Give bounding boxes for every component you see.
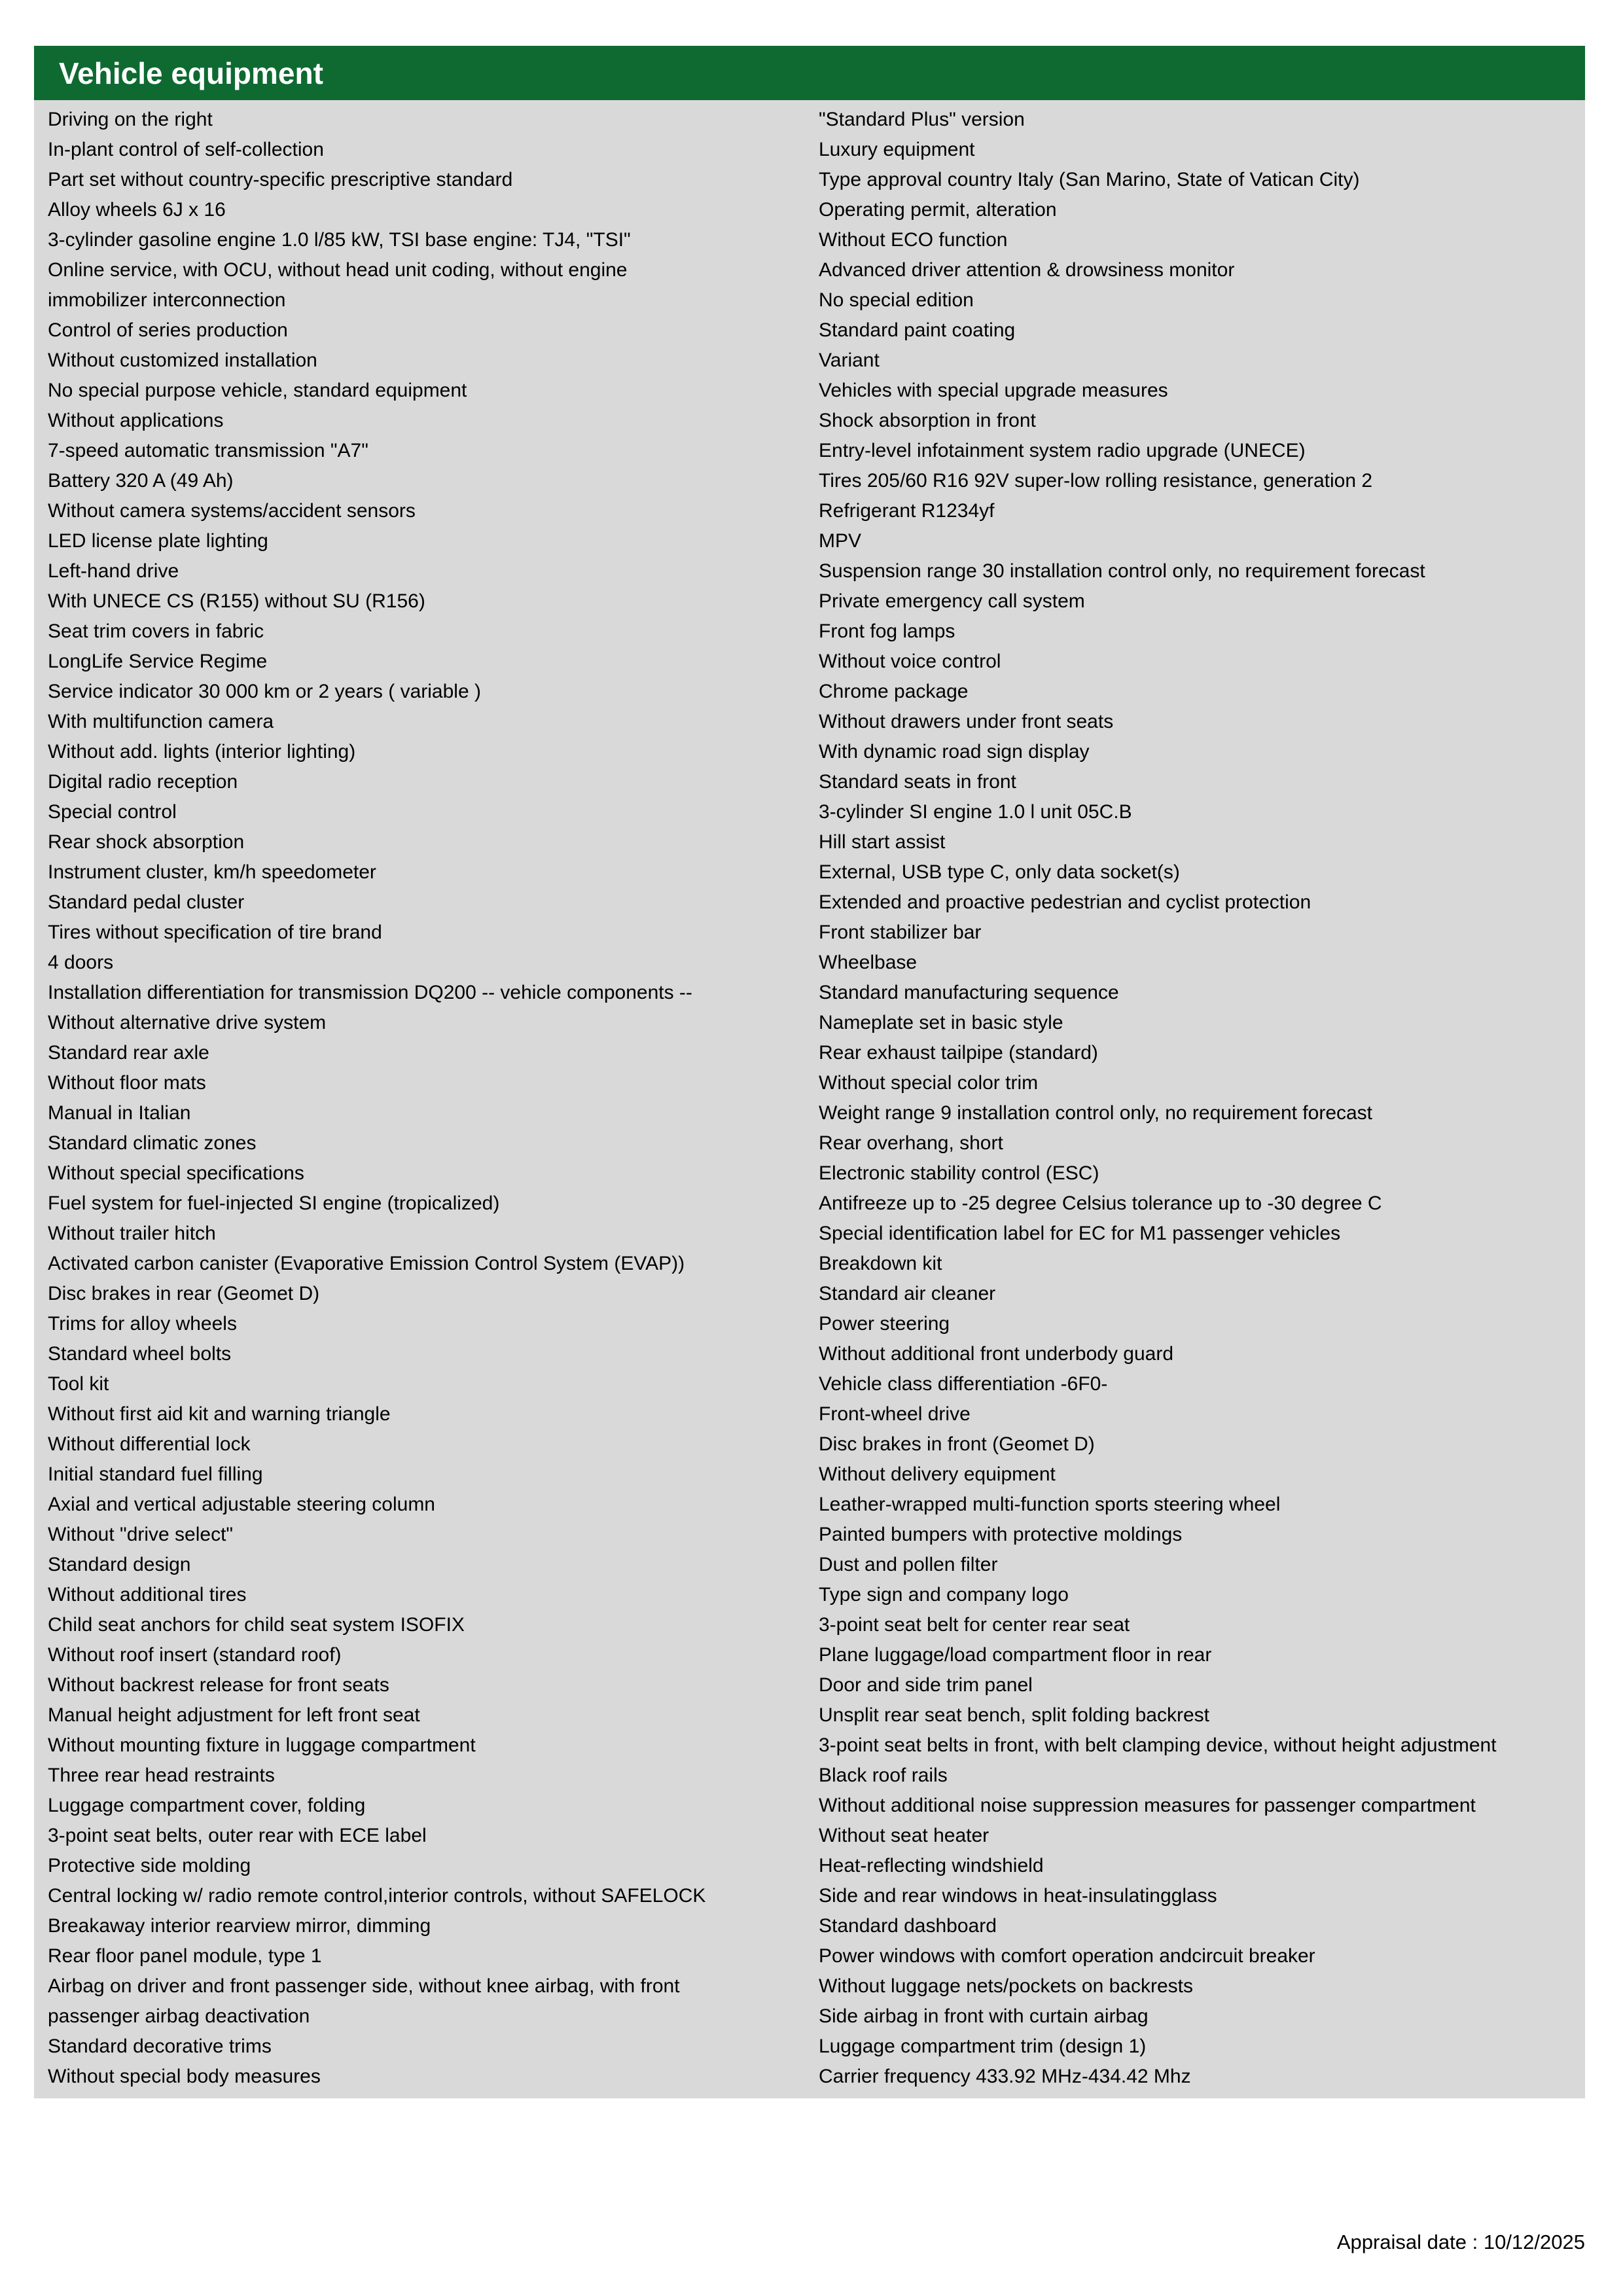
equipment-line: 3-point seat belts in front, with belt clamping device, without height adjustment [819, 1734, 1497, 1756]
equipment-line: Standard rear axle [48, 1042, 209, 1064]
equipment-line: Control of series production [48, 319, 288, 341]
equipment-line: Protective side molding [48, 1855, 251, 1876]
equipment-line: Without special color trim [819, 1072, 1039, 1094]
equipment-line: Standard decorative trims [48, 2036, 272, 2057]
equipment-line: Without luggage nets/pockets on backrests [819, 1975, 1193, 1997]
equipment-line: Front-wheel drive [819, 1403, 971, 1425]
equipment-line: Without differential lock [48, 1433, 251, 1455]
equipment-line: Fuel system for fuel-injected SI engine (tropicalized) [48, 1193, 500, 1214]
equipment-line: Electronic stability control (ESC) [819, 1162, 1099, 1184]
equipment-line: Seat trim covers in fabric [48, 620, 264, 642]
equipment-line: Variant [819, 350, 880, 371]
equipment-line: Axial and vertical adjustable steering column [48, 1494, 435, 1515]
equipment-line: Entry-level infotainment system radio upgrade (UNECE) [819, 440, 1306, 461]
equipment-line: Alloy wheels 6J x 16 [48, 199, 226, 221]
equipment-line: Standard pedal cluster [48, 891, 245, 913]
equipment-line: Advanced driver attention & drowsiness monitor [819, 259, 1235, 281]
equipment-line: No special purpose vehicle, standard equipment [48, 380, 467, 401]
equipment-line: Antifreeze up to -25 degree Celsius tolerance up to -30 degree C [819, 1193, 1382, 1214]
equipment-line: 4 doors [48, 952, 114, 973]
equipment-line: Side airbag in front with curtain airbag [819, 2005, 1149, 2027]
equipment-line: immobilizer interconnection [48, 289, 286, 311]
equipment-line: With multifunction camera [48, 711, 274, 732]
equipment-line: Activated carbon canister (Evaporative Emission Control System (EVAP)) [48, 1253, 685, 1274]
equipment-line: Without voice control [819, 651, 1001, 672]
equipment-line: Without ECO function [819, 229, 1008, 251]
equipment-line: Hill start assist [819, 831, 946, 853]
equipment-line: Standard climatic zones [48, 1132, 257, 1154]
equipment-line: Suspension range 30 installation control only, no requirement forecast [819, 560, 1425, 582]
equipment-line: Door and side trim panel [819, 1674, 1033, 1696]
equipment-line: Central locking w/ radio remote control,interior controls, without SAFELOCK [48, 1885, 706, 1907]
equipment-line: 3-cylinder gasoline engine 1.0 l/85 kW, TSI base engine: TJ4, "TSI" [48, 229, 631, 251]
equipment-line: Front fog lamps [819, 620, 955, 642]
equipment-line: Special identification label for EC for M1 passenger vehicles [819, 1223, 1341, 1244]
equipment-line: Side and rear windows in heat-insulatingglass [819, 1885, 1217, 1907]
equipment-line: Weight range 9 installation control only, no requirement forecast [819, 1102, 1373, 1124]
equipment-line: Operating permit, alteration [819, 199, 1057, 221]
equipment-line: Breakaway interior rearview mirror, dimming [48, 1915, 431, 1937]
equipment-line: MPV [819, 530, 862, 552]
equipment-line: Chrome package [819, 681, 969, 702]
equipment-line: Without additional front underbody guard [819, 1343, 1174, 1365]
equipment-line: "Standard Plus" version [819, 109, 1025, 130]
equipment-line: Wheelbase [819, 952, 918, 973]
equipment-line: With dynamic road sign display [819, 741, 1090, 762]
equipment-line: Manual in Italian [48, 1102, 191, 1124]
equipment-line: Vehicle class differentiation -6F0- [819, 1373, 1108, 1395]
equipment-line: Rear floor panel module, type 1 [48, 1945, 322, 1967]
equipment-line: Without first aid kit and warning triangle [48, 1403, 391, 1425]
equipment-line: Without additional noise suppression measures for passenger compartment [819, 1795, 1476, 1816]
equipment-line: Nameplate set in basic style [819, 1012, 1063, 1033]
equipment-line: Battery 320 A (49 Ah) [48, 470, 234, 492]
equipment-list-panel [34, 100, 1585, 2098]
equipment-line: Shock absorption in front [819, 410, 1036, 431]
equipment-line: Private emergency call system [819, 590, 1085, 612]
equipment-line: Instrument cluster, km/h speedometer [48, 861, 376, 883]
equipment-line: Three rear head restraints [48, 1765, 275, 1786]
vehicle-equipment-section [34, 46, 1585, 2098]
equipment-line: Without additional tires [48, 1584, 247, 1605]
equipment-line: Carrier frequency 433.92 MHz-434.42 Mhz [819, 2066, 1191, 2087]
equipment-line: Disc brakes in front (Geomet D) [819, 1433, 1095, 1455]
equipment-line: With UNECE CS (R155) without SU (R156) [48, 590, 425, 612]
equipment-line: Without "drive select" [48, 1524, 234, 1545]
equipment-line: 3-point seat belt for center rear seat [819, 1614, 1130, 1636]
equipment-line: Without alternative drive system [48, 1012, 327, 1033]
equipment-line: Standard seats in front [819, 771, 1016, 793]
equipment-line: No special edition [819, 289, 974, 311]
equipment-line: Without customized installation [48, 350, 317, 371]
equipment-line: Without floor mats [48, 1072, 206, 1094]
equipment-line: Power steering [819, 1313, 950, 1335]
equipment-column-right [819, 105, 1585, 2092]
equipment-line: 7-speed automatic transmission "A7" [48, 440, 368, 461]
equipment-line: Installation differentiation for transmission DQ200 -- vehicle components -- [48, 982, 692, 1003]
equipment-line: Tires without specification of tire brand [48, 922, 382, 943]
equipment-line: Driving on the right [48, 109, 213, 130]
equipment-line: External, USB type C, only data socket(s) [819, 861, 1180, 883]
section-title: Vehicle equipment [59, 56, 323, 90]
equipment-line: 3-cylinder SI engine 1.0 l unit 05C.B [819, 801, 1132, 823]
equipment-line: Type sign and company logo [819, 1584, 1069, 1605]
equipment-line: Tool kit [48, 1373, 109, 1395]
equipment-line: LongLife Service Regime [48, 651, 268, 672]
equipment-line: Trims for alloy wheels [48, 1313, 237, 1335]
equipment-line: Extended and proactive pedestrian and cyclist protection [819, 891, 1311, 913]
equipment-line: Breakdown kit [819, 1253, 942, 1274]
equipment-line: Service indicator 30 000 km or 2 years ( variable ) [48, 681, 481, 702]
equipment-line: Without seat heater [819, 1825, 990, 1846]
equipment-line: Tires 205/60 R16 92V super-low rolling resistance, generation 2 [819, 470, 1373, 492]
equipment-line: Without drawers under front seats [819, 711, 1114, 732]
equipment-line: Plane luggage/load compartment floor in rear [819, 1644, 1212, 1666]
equipment-line: Painted bumpers with protective moldings [819, 1524, 1183, 1545]
equipment-line: Standard paint coating [819, 319, 1016, 341]
equipment-line: Without add. lights (interior lighting) [48, 741, 356, 762]
equipment-line: Refrigerant R1234yf [819, 500, 995, 522]
equipment-column-left [34, 105, 819, 2092]
equipment-line: Without delivery equipment [819, 1463, 1056, 1485]
equipment-line: Manual height adjustment for left front seat [48, 1704, 420, 1726]
equipment-line: Luggage compartment trim (design 1) [819, 2036, 1147, 2057]
equipment-line: Rear shock absorption [48, 831, 245, 853]
equipment-line: Without roof insert (standard roof) [48, 1644, 342, 1666]
equipment-line: In-plant control of self-collection [48, 139, 324, 160]
appraisal-date: Appraisal date : 10/12/2025 [1336, 2231, 1585, 2253]
equipment-line: 3-point seat belts, outer rear with ECE label [48, 1825, 427, 1846]
section-header-bar [34, 46, 1585, 100]
equipment-line: Without special specifications [48, 1162, 304, 1184]
equipment-line: Special control [48, 801, 177, 823]
equipment-line: Heat-reflecting windshield [819, 1855, 1044, 1876]
equipment-line: Initial standard fuel filling [48, 1463, 263, 1485]
equipment-line: Vehicles with special upgrade measures [819, 380, 1168, 401]
equipment-line: Black roof rails [819, 1765, 948, 1786]
equipment-line: Left-hand drive [48, 560, 179, 582]
equipment-line: Standard manufacturing sequence [819, 982, 1119, 1003]
equipment-line: Without special body measures [48, 2066, 321, 2087]
equipment-line: Without trailer hitch [48, 1223, 216, 1244]
equipment-line: Digital radio reception [48, 771, 238, 793]
equipment-line: Standard wheel bolts [48, 1343, 232, 1365]
equipment-line: Standard dashboard [819, 1915, 997, 1937]
equipment-line: Without applications [48, 410, 224, 431]
equipment-line: Power windows with comfort operation andcircuit breaker [819, 1945, 1315, 1967]
equipment-line: Luggage compartment cover, folding [48, 1795, 366, 1816]
equipment-line: Dust and pollen filter [819, 1554, 998, 1575]
equipment-line: Without backrest release for front seats [48, 1674, 389, 1696]
equipment-line: Child seat anchors for child seat system ISOFIX [48, 1614, 465, 1636]
equipment-line: Part set without country-specific prescriptive standard [48, 169, 513, 190]
equipment-line: Standard design [48, 1554, 191, 1575]
equipment-line: Type approval country Italy (San Marino, State of Vatican City) [819, 169, 1360, 190]
equipment-line: LED license plate lighting [48, 530, 268, 552]
equipment-line: Airbag on driver and front passenger side, without knee airbag, with front [48, 1975, 680, 1997]
equipment-line: Leather-wrapped multi-function sports steering wheel [819, 1494, 1281, 1515]
equipment-line: Rear overhang, short [819, 1132, 1003, 1154]
equipment-line: Without mounting fixture in luggage compartment [48, 1734, 476, 1756]
equipment-line: Rear exhaust tailpipe (standard) [819, 1042, 1098, 1064]
equipment-line: passenger airbag deactivation [48, 2005, 310, 2027]
equipment-line: Luxury equipment [819, 139, 975, 160]
equipment-line: Online service, with OCU, without head unit coding, without engine [48, 259, 628, 281]
equipment-line: Without camera systems/accident sensors [48, 500, 416, 522]
equipment-line: Standard air cleaner [819, 1283, 996, 1304]
equipment-line: Front stabilizer bar [819, 922, 982, 943]
equipment-line: Unsplit rear seat bench, split folding backrest [819, 1704, 1209, 1726]
equipment-line: Disc brakes in rear (Geomet D) [48, 1283, 320, 1304]
